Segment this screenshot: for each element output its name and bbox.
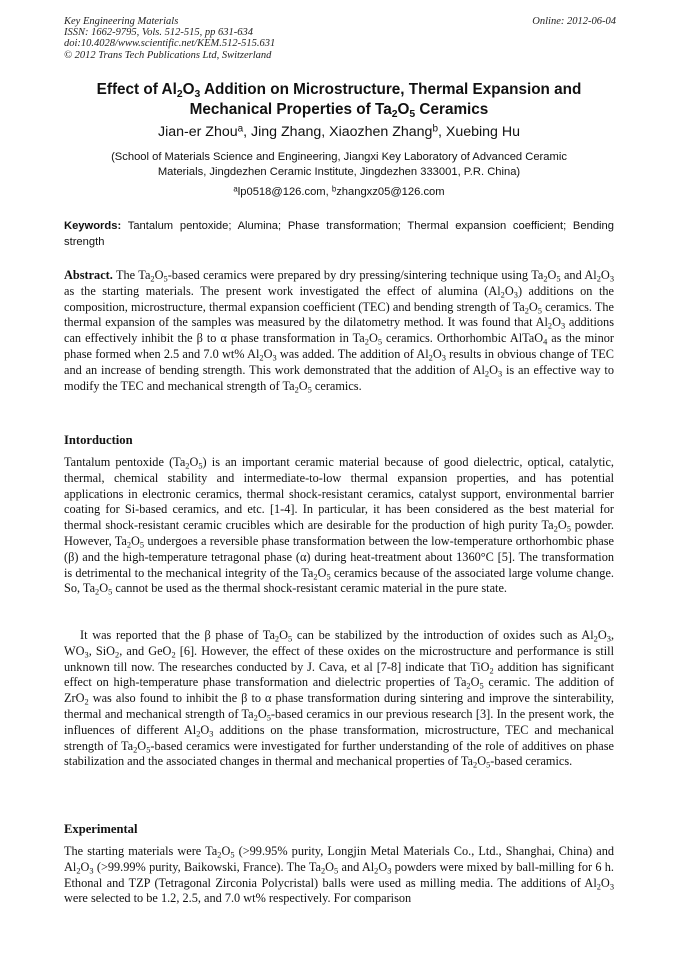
journal-doi: doi:10.4028/www.scientific.net/KEM.512-515.631 <box>64 38 276 50</box>
journal-name: Key Engineering Materials <box>64 16 179 27</box>
affiliation <box>64 150 614 180</box>
abstract-label: Abstract. <box>64 268 113 282</box>
paper-title <box>64 80 614 119</box>
title-line-1: Effect of $Al_2O_3$ Addition on Microstructure, Thermal Expansion and <box>96 81 582 100</box>
author-list: Jian-er Zhou$^a$, Jing Zhang, Xiaozhen Zhang$^b$, Xuebing Hu <box>157 123 521 140</box>
journal-issn: ISSN: 1662-9795, Vols. 512-515, pp 631-634 <box>64 27 253 39</box>
experimental-heading: Experimental <box>64 822 138 836</box>
keywords-text: Tantalum pentoxide; Alumina; Phase transformation; Thermal expansion coefficient; Bending strength <box>64 220 614 248</box>
introduction-paragraph-2: It was reported that the β phase of $Ta_2O_5$ can be stabilized by the introduction of oxides such as $Al_2O_3$, $WO_3$, SiO$_2$, and GeO$_2$ [6]. However, the effect of these oxides on the microstructure and performance is still unknown till now. The researches conducted by J. Cava, et al [7-8] indicate that TiO$_2$ addition has significant effect on high-temperature phase transformation and dielectric properties of $Ta_2O_5$ ceramic. The addition of ZrO$_2$ was also found to inhibit the β to α phase transformation during sintering and improve the sinterability, thermal and mechanical strength of $Ta_2O_5$-based ceramics in our previous research [3]. In the present work, the influences of different $Al_2O_3$ additions on the phase transformation, microstructure, TEC and mechanical strength of $Ta_2O_5$-based ceramics were investigated for further understanding of the role of additives on phase stabilization and the associated changes in thermal and mechanical properties of $Ta_2O_5$-based ceramics. <box>64 628 615 770</box>
introduction-paragraph-1: Tantalum pentoxide $(Ta_2O_5)$ is an important ceramic material because of good dielectric, optical, catalytic, thermal, chemical stability and intermediate-to-low thermal expansion properties, and has potential applications in electronic ceramics, thermal shock-resistant ceramics, catalyst support, environmental barrier coating for Si-based ceramics, and etc. [1-4]. In particular, it has been considered as the best material for thermal shock-resistant ceramic crucibles which are desirable for the production of high purity $Ta_2O_5$ powder. However, $Ta_2O_5$ undergoes a reversible phase transformation between the low-temperature orthorhombic phase (β) and the high-temperature tetragonal phase (α) during heat-treatment about 1360°C [5]. The transformation is detrimental to the mechanical integrity of the $Ta_2O_5$ ceramics because of the associated large volume change. So, $Ta_2O_5$ cannot be used as the thermal shock-resistant ceramic material in the pure state. <box>64 455 615 597</box>
journal-copyright: © 2012 Trans Tech Publications Ltd, Switzerland <box>64 49 272 61</box>
introduction-heading: Intorduction <box>64 433 133 447</box>
affiliation-line-2: Materials, Jingdezhen Ceramic Institute, Jingdezhen 333001, P.R. China) <box>157 166 521 178</box>
experimental-paragraph-1: The starting materials were $Ta_2O_5$ (>99.95% purity, Longjin Metal Materials Co., Ltd., Shanghai, China) and $Al_2O_3$ (>99.99% purity, Baikowski, France). The $Ta_2O_5$ and $Al_2O_3$ powders were mixed by ball-milling for 6 h. Ethonal and TZP (Tetragonal Zirconia Polycristal) balls were used as milling media. The additions of $Al_2O_3$ were selected to be 1.2, 2.5, and 7.0 wt% respectively. For comparison <box>64 844 614 906</box>
abstract-text: The $Ta_2O_5$-based ceramics were prepared by dry pressing/sintering technique using $Ta_2O_5$ and $Al_2O_3$ as the starting materials. The present work investigated the effect of alumina $(Al_2O_3)$ additions on the composition, microstructure, thermal expansion coefficient (TEC) and bending strength of $Ta_2O_5$ ceramics. The thermal expansion of the samples was measured by the dilatometry method. It was found that $Al_2O_3$ additions can effectively inhibit the β to α phase transformation in $Ta_2O_5$ ceramics. Orthorhombic AlTaO$_4$ as the minor phase formed when 2.5 and 7.0 wt% $Al_2O_3$ was added. The addition of $Al_2O_3$ results in obvious change of TEC and an increase of bending strength. This work demonstrated that the addition of $Al_2O_3$ is an effective way to modify the TEC and mechanical strength of $Ta_2O_5$ ceramics. <box>64 268 614 394</box>
abstract <box>64 268 614 394</box>
affiliation-line-1: (School of Materials Science and Engineering, Jiangxi Key Laboratory of Advanced Ceramic <box>111 151 567 163</box>
online-date: Online: 2012-06-04 <box>532 16 616 27</box>
journal-header <box>64 16 616 61</box>
keywords-label: Keywords: <box>64 220 122 232</box>
keywords <box>64 219 614 250</box>
author-emails: $^a$lp0518@126.com, $^b$zhangxz05@126.com <box>233 184 445 198</box>
title-line-2: Mechanical Properties of $Ta_2O_5$ Ceramics <box>189 100 489 120</box>
